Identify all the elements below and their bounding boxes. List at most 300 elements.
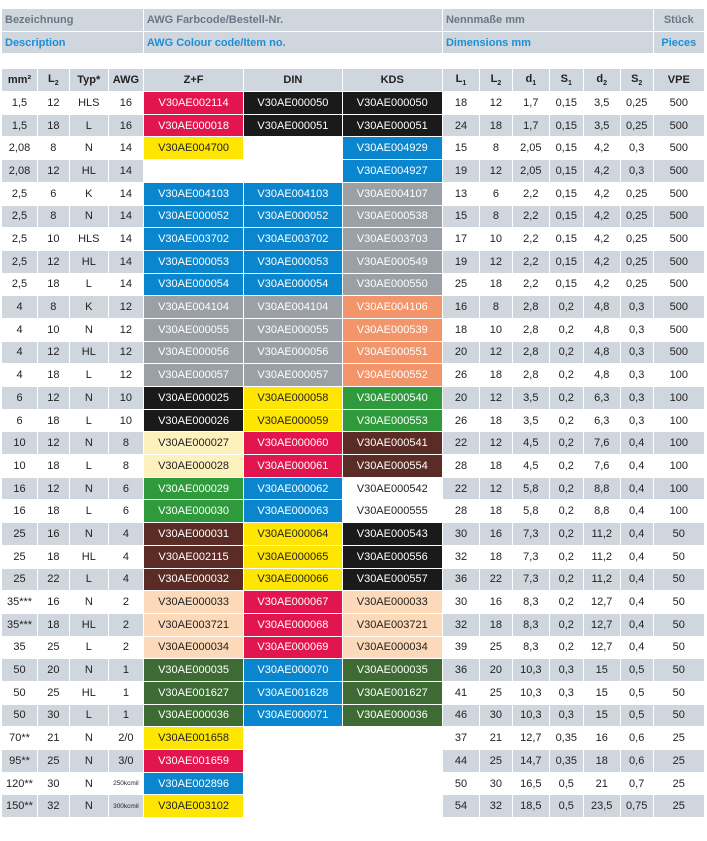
header-row-de — [2, 9, 705, 32]
cell-zf: V30AE004700 — [143, 137, 243, 160]
col-s1-text: S — [560, 73, 568, 86]
cell-s2: 0,3 — [620, 341, 653, 364]
header-bezeichnung: Bezeichnung — [2, 9, 144, 32]
cell-l2: 25 — [38, 636, 70, 659]
cell-mm2: 25 — [2, 568, 38, 591]
cell-s1: 0,15 — [549, 273, 583, 296]
cell-d2: 11,2 — [583, 545, 620, 568]
cell-vpe: 500 — [653, 137, 704, 160]
cell-vpe: 50 — [653, 568, 704, 591]
cell-kds: V30AE003721 — [342, 613, 442, 636]
cell-din: V30AE000053 — [244, 250, 342, 273]
cell-d1: 7,3 — [512, 523, 549, 546]
cell-din: V30AE001628 — [244, 681, 342, 704]
cell-l2: 25 — [38, 750, 70, 773]
cell-L1: 54 — [442, 795, 479, 818]
cell-s1: 0,2 — [549, 523, 583, 546]
cell-din: V30AE000056 — [244, 341, 342, 364]
header-pieces: Pieces — [653, 31, 704, 54]
cell-typ: L — [69, 568, 108, 591]
cell-s2: 0,25 — [620, 205, 653, 228]
cell-l2: 16 — [38, 523, 70, 546]
cell-typ: N — [69, 523, 108, 546]
cell-din: V30AE000054 — [244, 273, 342, 296]
cell-typ: L — [69, 114, 108, 137]
cell-s1: 0,2 — [549, 545, 583, 568]
cell-vpe: 25 — [653, 750, 704, 773]
cell-d2: 4,2 — [583, 160, 620, 183]
cell-kds: V30AE000539 — [342, 318, 442, 341]
cell-mm2: 25 — [2, 523, 38, 546]
cell-d2: 11,2 — [583, 568, 620, 591]
cell-d2: 7,6 — [583, 432, 620, 455]
cell-d1: 2,8 — [512, 341, 549, 364]
table-row — [2, 318, 705, 341]
cell-d1: 5,8 — [512, 500, 549, 523]
cell-l2: 8 — [38, 205, 70, 228]
header-farbcode — [143, 9, 442, 32]
cell-typ: HL — [69, 681, 108, 704]
cell-mm2: 2,5 — [2, 273, 38, 296]
cell-mm2: 120** — [2, 772, 38, 795]
cell-L1: 18 — [442, 92, 479, 115]
table-row — [2, 432, 705, 455]
cell-d1: 10,3 — [512, 659, 549, 682]
cell-din: V30AE000068 — [244, 613, 342, 636]
cell-din: V30AE000062 — [244, 477, 342, 500]
cell-din: V30AE000069 — [244, 636, 342, 659]
cell-mm2: 4 — [2, 341, 38, 364]
cell-L1: 30 — [442, 591, 479, 614]
cell-s1: 0,5 — [549, 795, 583, 818]
cell-din: V30AE000058 — [244, 387, 342, 410]
cell-kds: V30AE004107 — [342, 182, 442, 205]
cell-L2: 21 — [480, 727, 513, 750]
cell-zf: V30AE000029 — [143, 477, 243, 500]
table-row — [2, 636, 705, 659]
cell-typ: K — [69, 296, 108, 319]
cell-d2: 3,5 — [583, 92, 620, 115]
cell-kds: V30AE003703 — [342, 228, 442, 251]
cell-L2: 30 — [480, 772, 513, 795]
cell-vpe: 50 — [653, 523, 704, 546]
cell-din: V30AE000067 — [244, 591, 342, 614]
cell-vpe: 25 — [653, 727, 704, 750]
cell-s2: 0,75 — [620, 795, 653, 818]
cell-L2: 25 — [480, 681, 513, 704]
cell-L1: 16 — [442, 296, 479, 319]
cell-vpe: 100 — [653, 432, 704, 455]
table-row — [2, 273, 705, 296]
table-row — [2, 613, 705, 636]
table-row — [2, 228, 705, 251]
cell-awg: 16 — [108, 114, 143, 137]
cell-mm2: 95** — [2, 750, 38, 773]
cell-vpe: 500 — [653, 182, 704, 205]
cell-vpe: 500 — [653, 228, 704, 251]
cell-zf: V30AE000056 — [143, 341, 243, 364]
header-colour-code-text: Colour code/Item no. — [176, 36, 286, 49]
cell-d2: 15 — [583, 704, 620, 727]
cell-d1: 1,7 — [512, 114, 549, 137]
cell-s2: 0,4 — [620, 455, 653, 478]
cell-s2: 0,7 — [620, 772, 653, 795]
cell-mm2: 10 — [2, 432, 38, 455]
cell-mm2: 6 — [2, 387, 38, 410]
cell-din: V30AE000066 — [244, 568, 342, 591]
cell-kds: V30AE000555 — [342, 500, 442, 523]
cell-vpe: 50 — [653, 613, 704, 636]
cell-L2: 18 — [480, 273, 513, 296]
cell-L2: 18 — [480, 364, 513, 387]
cell-s2: 0,3 — [620, 137, 653, 160]
cell-d1: 2,05 — [512, 160, 549, 183]
cell-l2: 16 — [38, 591, 70, 614]
cell-d1: 10,3 — [512, 681, 549, 704]
cell-awg: 12 — [108, 318, 143, 341]
cell-s1: 0,2 — [549, 613, 583, 636]
cell-din: V30AE000064 — [244, 523, 342, 546]
header-nennmasse: Nennmaße mm — [442, 9, 653, 32]
cell-L1: 15 — [442, 137, 479, 160]
cell-din: V30AE000070 — [244, 659, 342, 682]
cell-kds: V30AE000541 — [342, 432, 442, 455]
cell-vpe: 100 — [653, 409, 704, 432]
cell-s1: 0,2 — [549, 568, 583, 591]
cell-s2: 0,6 — [620, 750, 653, 773]
cell-awg: 2 — [108, 591, 143, 614]
cell-L1: 22 — [442, 432, 479, 455]
cell-typ: N — [69, 318, 108, 341]
header-awg-en: AWG — [146, 36, 174, 49]
cell-awg: 4 — [108, 545, 143, 568]
cell-kds: V30AE000051 — [342, 114, 442, 137]
cell-d1: 3,5 — [512, 387, 549, 410]
cell-kds: V30AE000538 — [342, 205, 442, 228]
cell-mm2: 35*** — [2, 591, 38, 614]
cell-d2: 12,7 — [583, 636, 620, 659]
cell-kds — [342, 772, 442, 795]
cell-L2: 12 — [480, 160, 513, 183]
cell-d1: 2,2 — [512, 228, 549, 251]
cell-l2: 32 — [38, 795, 70, 818]
cell-mm2: 10 — [2, 455, 38, 478]
cell-mm2: 4 — [2, 318, 38, 341]
cell-typ: N — [69, 137, 108, 160]
cell-typ: HLS — [69, 92, 108, 115]
cell-s1: 0,2 — [549, 364, 583, 387]
cell-zf: V30AE000034 — [143, 636, 243, 659]
cell-mm2: 1,5 — [2, 114, 38, 137]
cell-s2: 0,4 — [620, 432, 653, 455]
col-s1-sub: 1 — [567, 80, 572, 88]
cell-L2: 25 — [480, 636, 513, 659]
cell-awg: 1 — [108, 704, 143, 727]
cell-zf: V30AE000036 — [143, 704, 243, 727]
cell-awg: 14 — [108, 228, 143, 251]
cell-d2: 4,2 — [583, 273, 620, 296]
cell-kds: V30AE000542 — [342, 477, 442, 500]
cell-s1: 0,2 — [549, 387, 583, 410]
cell-s2: 0,4 — [620, 568, 653, 591]
cell-d1: 2,2 — [512, 205, 549, 228]
cell-l2: 18 — [38, 613, 70, 636]
cell-typ: N — [69, 387, 108, 410]
cell-d2: 12,7 — [583, 613, 620, 636]
cell-s2: 0,4 — [620, 591, 653, 614]
table-row — [2, 455, 705, 478]
col-awg: AWG — [108, 69, 143, 92]
cell-l2: 12 — [38, 477, 70, 500]
cell-d1: 4,5 — [512, 455, 549, 478]
cell-awg: 14 — [108, 182, 143, 205]
cell-d1: 4,5 — [512, 432, 549, 455]
cell-mm2: 35 — [2, 636, 38, 659]
cell-s1: 0,3 — [549, 704, 583, 727]
cell-mm2: 1,5 — [2, 92, 38, 115]
cell-L1: 28 — [442, 500, 479, 523]
cell-d1: 1,7 — [512, 92, 549, 115]
col-d2-text: d — [596, 73, 604, 86]
cell-din — [244, 795, 342, 818]
col-d2-sub: 2 — [603, 80, 608, 88]
cell-L1: 17 — [442, 228, 479, 251]
table-row — [2, 364, 705, 387]
cell-din: V30AE000061 — [244, 455, 342, 478]
cell-mm2: 2,08 — [2, 160, 38, 183]
cell-d1: 3,5 — [512, 409, 549, 432]
cell-vpe: 500 — [653, 341, 704, 364]
cell-L2: 12 — [480, 477, 513, 500]
cell-din: V30AE000060 — [244, 432, 342, 455]
cell-vpe: 50 — [653, 591, 704, 614]
cell-awg: 4 — [108, 523, 143, 546]
cell-kds: V30AE000050 — [342, 92, 442, 115]
cell-awg: 2 — [108, 636, 143, 659]
cell-L2: 12 — [480, 432, 513, 455]
table-row — [2, 409, 705, 432]
cell-L2: 10 — [480, 228, 513, 251]
cell-vpe: 100 — [653, 387, 704, 410]
cell-awg: 16 — [108, 92, 143, 115]
cell-kds: V30AE000557 — [342, 568, 442, 591]
cell-zf: V30AE000055 — [143, 318, 243, 341]
table-row — [2, 205, 705, 228]
cell-s2: 0,3 — [620, 364, 653, 387]
cell-mm2: 4 — [2, 364, 38, 387]
col-s1 — [549, 69, 583, 92]
cell-zf: V30AE000018 — [143, 114, 243, 137]
cell-l2: 12 — [38, 432, 70, 455]
cell-vpe: 500 — [653, 160, 704, 183]
cell-mm2: 2,08 — [2, 137, 38, 160]
cell-s1: 0,2 — [549, 341, 583, 364]
cell-L1: 22 — [442, 477, 479, 500]
cell-awg: 12 — [108, 296, 143, 319]
cell-mm2: 2,5 — [2, 182, 38, 205]
cell-awg: 3/0 — [108, 750, 143, 773]
cell-L2: 18 — [480, 114, 513, 137]
cell-vpe: 25 — [653, 772, 704, 795]
cell-d2: 3,5 — [583, 114, 620, 137]
cell-awg: 6 — [108, 500, 143, 523]
cell-typ: HL — [69, 250, 108, 273]
table-row — [2, 704, 705, 727]
cell-awg: 14 — [108, 205, 143, 228]
col-L1-sub: 1 — [462, 80, 467, 88]
header-awg: AWG — [146, 13, 174, 26]
cell-d2: 12,7 — [583, 591, 620, 614]
cell-typ: N — [69, 432, 108, 455]
cell-kds: V30AE004927 — [342, 160, 442, 183]
cell-s2: 0,3 — [620, 318, 653, 341]
cell-s1: 0,2 — [549, 409, 583, 432]
cell-d1: 14,7 — [512, 750, 549, 773]
cell-vpe: 50 — [653, 636, 704, 659]
table-row — [2, 341, 705, 364]
cell-s2: 0,25 — [620, 114, 653, 137]
cell-d2: 21 — [583, 772, 620, 795]
col-L2-sub: 2 — [497, 80, 502, 88]
cell-d1: 16,5 — [512, 772, 549, 795]
cell-kds: V30AE000550 — [342, 273, 442, 296]
cell-s2: 0,3 — [620, 387, 653, 410]
cell-s1: 0,15 — [549, 92, 583, 115]
table-row — [2, 568, 705, 591]
cell-typ: N — [69, 795, 108, 818]
table-row — [2, 500, 705, 523]
col-kds: KDS — [342, 69, 442, 92]
table-row — [2, 387, 705, 410]
cell-awg: 8 — [108, 432, 143, 455]
cell-l2: 21 — [38, 727, 70, 750]
cell-L2: 30 — [480, 704, 513, 727]
col-zf: Z+F — [143, 69, 243, 92]
cell-d2: 4,2 — [583, 137, 620, 160]
cell-kds: V30AE000036 — [342, 704, 442, 727]
cell-l2: 20 — [38, 659, 70, 682]
cell-s1: 0,35 — [549, 727, 583, 750]
table-row — [2, 659, 705, 682]
cell-l2: 6 — [38, 182, 70, 205]
cell-vpe: 500 — [653, 273, 704, 296]
cell-l2: 22 — [38, 568, 70, 591]
cell-d2: 16 — [583, 727, 620, 750]
cell-d2: 6,3 — [583, 387, 620, 410]
cell-d2: 4,2 — [583, 182, 620, 205]
cell-awg: 2/0 — [108, 727, 143, 750]
cell-zf: V30AE000057 — [143, 364, 243, 387]
cell-d1: 8,3 — [512, 613, 549, 636]
header-description: Description — [2, 31, 144, 54]
cell-kds: V30AE000554 — [342, 455, 442, 478]
cell-mm2: 2,5 — [2, 250, 38, 273]
cell-d1: 2,2 — [512, 250, 549, 273]
cell-din — [244, 137, 342, 160]
cell-din: V30AE000057 — [244, 364, 342, 387]
cell-kds: V30AE000551 — [342, 341, 442, 364]
cell-s1: 0,15 — [549, 228, 583, 251]
cell-L1: 44 — [442, 750, 479, 773]
cell-mm2: 25 — [2, 545, 38, 568]
cell-d1: 2,05 — [512, 137, 549, 160]
cell-L2: 16 — [480, 523, 513, 546]
cell-L1: 20 — [442, 387, 479, 410]
cell-L1: 25 — [442, 273, 479, 296]
cell-d2: 15 — [583, 681, 620, 704]
col-mm2: mm² — [2, 69, 38, 92]
cell-l2: 18 — [38, 455, 70, 478]
col-l2-sub: 2 — [54, 80, 59, 88]
cell-kds — [342, 750, 442, 773]
col-d2 — [583, 69, 620, 92]
cell-awg: 1 — [108, 659, 143, 682]
cell-din: V30AE000071 — [244, 704, 342, 727]
cell-din — [244, 750, 342, 773]
cell-typ: N — [69, 659, 108, 682]
cell-s1: 0,2 — [549, 432, 583, 455]
header-row-en — [2, 31, 705, 54]
cell-d2: 11,2 — [583, 523, 620, 546]
cell-d1: 2,8 — [512, 296, 549, 319]
cell-s2: 0,3 — [620, 409, 653, 432]
cell-L2: 6 — [480, 182, 513, 205]
cell-L1: 26 — [442, 409, 479, 432]
cell-L2: 8 — [480, 205, 513, 228]
cell-d2: 8,8 — [583, 477, 620, 500]
header-stueck: Stück — [653, 9, 704, 32]
cell-din — [244, 160, 342, 183]
cell-d1: 7,3 — [512, 545, 549, 568]
cell-s2: 0,4 — [620, 613, 653, 636]
cell-vpe: 50 — [653, 681, 704, 704]
cell-L2: 20 — [480, 659, 513, 682]
cell-zf: V30AE001658 — [143, 727, 243, 750]
cell-L2: 16 — [480, 591, 513, 614]
cell-mm2: 50 — [2, 704, 38, 727]
cell-zf: V30AE000035 — [143, 659, 243, 682]
cell-s2: 0,25 — [620, 228, 653, 251]
cell-l2: 25 — [38, 681, 70, 704]
table-row — [2, 545, 705, 568]
cell-din: V30AE000063 — [244, 500, 342, 523]
cell-l2: 18 — [38, 545, 70, 568]
table-row — [2, 250, 705, 273]
cell-s2: 0,5 — [620, 681, 653, 704]
cell-vpe: 500 — [653, 250, 704, 273]
cell-awg: 10 — [108, 387, 143, 410]
cell-awg: 8 — [108, 455, 143, 478]
cell-vpe: 500 — [653, 114, 704, 137]
cell-l2: 10 — [38, 228, 70, 251]
header-farbcode-text: Farbcode/Bestell-Nr. — [176, 13, 284, 26]
cell-vpe: 500 — [653, 92, 704, 115]
cell-s2: 0,4 — [620, 636, 653, 659]
cell-s2: 0,6 — [620, 727, 653, 750]
cell-l2: 8 — [38, 296, 70, 319]
cell-l2: 18 — [38, 500, 70, 523]
cell-l2: 12 — [38, 250, 70, 273]
cell-typ: N — [69, 772, 108, 795]
cell-s1: 0,15 — [549, 250, 583, 273]
cell-typ: HL — [69, 545, 108, 568]
cell-awg: 1 — [108, 681, 143, 704]
cell-l2: 8 — [38, 137, 70, 160]
col-l2 — [38, 69, 70, 92]
cell-mm2: 6 — [2, 409, 38, 432]
cell-din: V30AE004104 — [244, 296, 342, 319]
cell-zf: V30AE000031 — [143, 523, 243, 546]
